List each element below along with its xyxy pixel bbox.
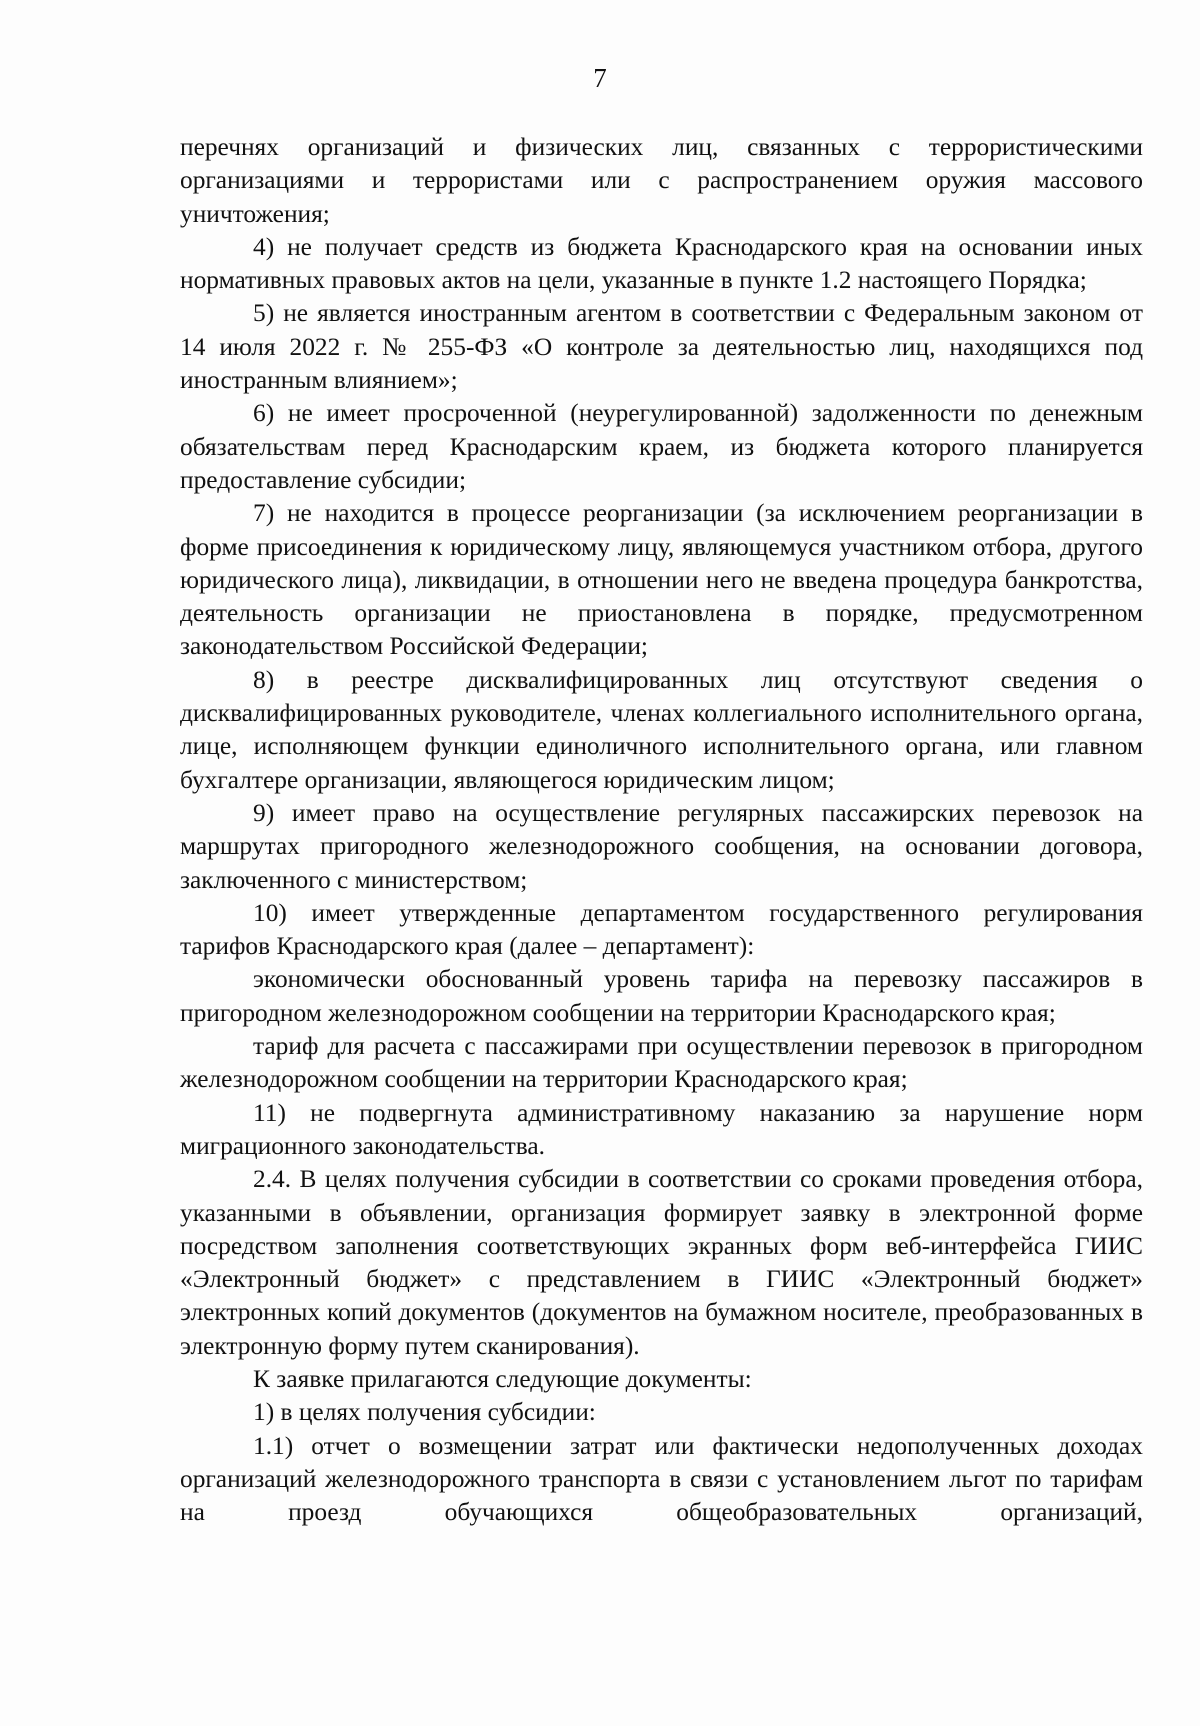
paragraph: 2.4. В целях получения субсидии в соответствии со сроками проведения отбора, указанными в объявлении, организация формирует заявку в электронной форме посредством заполнения соответствующих экранных форм веб-интерфейса ГИИС «Электронный бюджет» с представлением в ГИИС «Электронный бюджет» электронных копий документов (документов на бумажном носителе, преобразованных в электронную форму путем сканирования).	[180, 1165, 1143, 1360]
paragraph: 1) в целях получения субсидии:	[253, 1398, 596, 1427]
page-number: 7	[593, 63, 607, 93]
paragraph: 8) в реестре дисквалифицированных лиц отсутствуют сведения о дисквалифицированных руководителе, членах коллегиального исполнительного органа, лице, исполняющем функции единоличного исполнительного органа, или главном бухгалтере организации, являющегося юридическим лицом;	[180, 665, 1143, 794]
paragraph: перечнях организаций и физических лиц, связанных с террористическими организациями и террористами или с распространением оружия массового уничтожения;	[180, 133, 1143, 228]
paragraph: 9) имеет право на осуществление регулярных пассажирских перевозок на маршрутах пригородного железнодорожного сообщения, на основании договора, заключенного с министерством;	[180, 798, 1143, 894]
paragraph: 7) не находится в процессе реорганизации (за исключением реорганизации в форме присоединения к юридическому лицу, являющемуся участником отбора, другого юридического лица), ликвидации, в отношении него не введена процедура банкротства, деятельность организации не приостановлена в порядке, предусмотренном законодательством Российской Федерации;	[180, 499, 1143, 661]
paragraph: 6) не имеет просроченной (неурегулированной) задолженности по денежным обязательствам перед Краснодарским краем, из бюджета которого планируется предоставление субсидии;	[180, 399, 1143, 494]
document-body	[180, 131, 1143, 1529]
paragraph: 10) имеет утвержденные департаментом государственного регулирования тарифов Краснодарского края (далее – департамент):	[180, 898, 1143, 961]
paragraph: 5) не является иностранным агентом в соответствии с Федеральным законом от 14 июля 2022 г. № 255-ФЗ «О контроле за деятельностью лиц, находящихся под иностранным влиянием»;	[180, 299, 1143, 395]
paragraph: 1.1) отчет о возмещении затрат или фактически недополученных доходах организаций железнодорожного транспорта в связи с установлением льгот по тарифам на проезд обучающихся общеобразовательных организаций,	[180, 1431, 1143, 1527]
paragraph: 11) не подвергнута административному наказанию за нарушение норм миграционного законодательства.	[180, 1098, 1143, 1160]
paragraph: К заявке прилагаются следующие документы:	[253, 1364, 752, 1393]
paragraph: 4) не получает средств из бюджета Краснодарского края на основании иных нормативных правовых актов на цели, указанные в пункте 1.2 настоящего Порядка;	[180, 232, 1143, 295]
paragraph: экономически обоснованный уровень тарифа на перевозку пассажиров в пригородном железнодорожном сообщении на территории Краснодарского края;	[180, 965, 1143, 1027]
paragraph: тариф для расчета с пассажирами при осуществлении перевозок в пригородном железнодорожном сообщении на территории Краснодарского края;	[180, 1032, 1143, 1094]
